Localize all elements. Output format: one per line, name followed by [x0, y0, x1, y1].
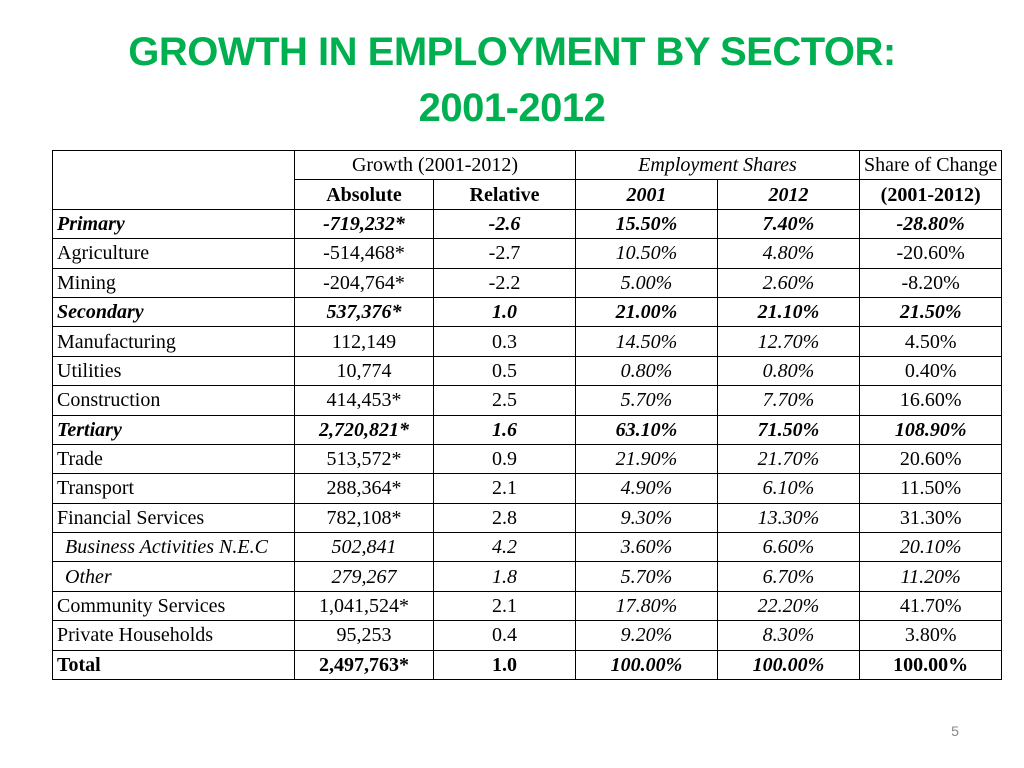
share-change-cell: 3.80%: [860, 621, 1002, 650]
absolute-cell: 2,497,763*: [295, 650, 434, 679]
header-employment-shares: Employment Shares: [576, 151, 860, 180]
table-row: [53, 650, 1002, 679]
table-row: [53, 209, 1002, 238]
relative-cell: 1.0: [434, 297, 576, 326]
row-label: Transport: [53, 474, 295, 503]
header-group-row: [53, 151, 1002, 180]
row-label: Total: [53, 650, 295, 679]
relative-cell: -2.6: [434, 209, 576, 238]
header-change-period: (2001-2012): [860, 180, 1002, 209]
header-empty-cell: [53, 151, 295, 210]
row-label: Manufacturing: [53, 327, 295, 356]
row-label: Mining: [53, 268, 295, 297]
share-2012-cell: 6.70%: [718, 562, 860, 591]
relative-cell: 1.0: [434, 650, 576, 679]
absolute-cell: 10,774: [295, 356, 434, 385]
table-row: [53, 591, 1002, 620]
table-row: [53, 621, 1002, 650]
share-2001-cell: 21.90%: [576, 444, 718, 473]
table-row: [53, 239, 1002, 268]
share-change-cell: 4.50%: [860, 327, 1002, 356]
share-2012-cell: 6.10%: [718, 474, 860, 503]
row-label: Business Activities N.E.C: [53, 533, 295, 562]
title-line-1: GROWTH IN EMPLOYMENT BY SECTOR:: [128, 30, 896, 74]
absolute-cell: 1,041,524*: [295, 591, 434, 620]
share-change-cell: 41.70%: [860, 591, 1002, 620]
absolute-cell: 502,841: [295, 533, 434, 562]
share-change-cell: 20.60%: [860, 444, 1002, 473]
absolute-cell: 537,376*: [295, 297, 434, 326]
row-label: Tertiary: [53, 415, 295, 444]
table-row: [53, 474, 1002, 503]
share-2012-cell: 7.70%: [718, 386, 860, 415]
relative-cell: 0.4: [434, 621, 576, 650]
relative-cell: 0.5: [434, 356, 576, 385]
share-2001-cell: 0.80%: [576, 356, 718, 385]
share-2012-cell: 2.60%: [718, 268, 860, 297]
header-absolute: Absolute: [295, 180, 434, 209]
absolute-cell: 414,453*: [295, 386, 434, 415]
relative-cell: 1.6: [434, 415, 576, 444]
row-label: Agriculture: [53, 239, 295, 268]
share-2001-cell: 15.50%: [576, 209, 718, 238]
absolute-cell: -719,232*: [295, 209, 434, 238]
share-change-cell: 21.50%: [860, 297, 1002, 326]
relative-cell: 1.8: [434, 562, 576, 591]
header-share-of-change: Share of Change: [860, 151, 1002, 180]
share-change-cell: 11.50%: [860, 474, 1002, 503]
share-2001-cell: 9.30%: [576, 503, 718, 532]
share-2001-cell: 5.00%: [576, 268, 718, 297]
relative-cell: 2.5: [434, 386, 576, 415]
relative-cell: -2.7: [434, 239, 576, 268]
share-change-cell: 100.00%: [860, 650, 1002, 679]
table-row: [53, 503, 1002, 532]
relative-cell: 0.3: [434, 327, 576, 356]
share-2012-cell: 21.70%: [718, 444, 860, 473]
absolute-cell: 2,720,821*: [295, 415, 434, 444]
row-label: Financial Services: [53, 503, 295, 532]
share-2001-cell: 10.50%: [576, 239, 718, 268]
absolute-cell: -204,764*: [295, 268, 434, 297]
table-row: [53, 297, 1002, 326]
share-2001-cell: 17.80%: [576, 591, 718, 620]
share-change-cell: 0.40%: [860, 356, 1002, 385]
relative-cell: -2.2: [434, 268, 576, 297]
share-2012-cell: 8.30%: [718, 621, 860, 650]
relative-cell: 2.8: [434, 503, 576, 532]
table-row: [53, 356, 1002, 385]
absolute-cell: 95,253: [295, 621, 434, 650]
share-2001-cell: 14.50%: [576, 327, 718, 356]
share-2001-cell: 5.70%: [576, 562, 718, 591]
table-row: [53, 268, 1002, 297]
table-row: [53, 327, 1002, 356]
share-2012-cell: 7.40%: [718, 209, 860, 238]
share-change-cell: -28.80%: [860, 209, 1002, 238]
row-label: Construction: [53, 386, 295, 415]
absolute-cell: -514,468*: [295, 239, 434, 268]
share-2012-cell: 21.10%: [718, 297, 860, 326]
absolute-cell: 112,149: [295, 327, 434, 356]
share-2001-cell: 5.70%: [576, 386, 718, 415]
relative-cell: 4.2: [434, 533, 576, 562]
absolute-cell: 288,364*: [295, 474, 434, 503]
header-2012: 2012: [718, 180, 860, 209]
header-growth: Growth (2001-2012): [295, 151, 576, 180]
share-2001-cell: 3.60%: [576, 533, 718, 562]
share-2012-cell: 100.00%: [718, 650, 860, 679]
relative-cell: 2.1: [434, 474, 576, 503]
share-change-cell: -20.60%: [860, 239, 1002, 268]
table-row: [53, 415, 1002, 444]
share-2001-cell: 100.00%: [576, 650, 718, 679]
share-change-cell: 31.30%: [860, 503, 1002, 532]
absolute-cell: 513,572*: [295, 444, 434, 473]
share-2012-cell: 71.50%: [718, 415, 860, 444]
share-2001-cell: 9.20%: [576, 621, 718, 650]
row-label: Other: [53, 562, 295, 591]
absolute-cell: 782,108*: [295, 503, 434, 532]
employment-table: [52, 150, 1002, 680]
row-label: Utilities: [53, 356, 295, 385]
share-change-cell: 108.90%: [860, 415, 1002, 444]
relative-cell: 2.1: [434, 591, 576, 620]
share-2012-cell: 12.70%: [718, 327, 860, 356]
share-2001-cell: 21.00%: [576, 297, 718, 326]
table-row: [53, 533, 1002, 562]
header-relative: Relative: [434, 180, 576, 209]
share-2001-cell: 63.10%: [576, 415, 718, 444]
row-label: Private Households: [53, 621, 295, 650]
share-2012-cell: 6.60%: [718, 533, 860, 562]
share-2001-cell: 4.90%: [576, 474, 718, 503]
share-2012-cell: 13.30%: [718, 503, 860, 532]
header-2001: 2001: [576, 180, 718, 209]
share-2012-cell: 22.20%: [718, 591, 860, 620]
row-label: Primary: [53, 209, 295, 238]
share-change-cell: -8.20%: [860, 268, 1002, 297]
share-change-cell: 11.20%: [860, 562, 1002, 591]
page-number: 5: [951, 723, 959, 739]
share-2012-cell: 0.80%: [718, 356, 860, 385]
share-2012-cell: 4.80%: [718, 239, 860, 268]
share-change-cell: 20.10%: [860, 533, 1002, 562]
row-label: Trade: [53, 444, 295, 473]
absolute-cell: 279,267: [295, 562, 434, 591]
table-row: [53, 562, 1002, 591]
share-change-cell: 16.60%: [860, 386, 1002, 415]
relative-cell: 0.9: [434, 444, 576, 473]
page-title: [0, 24, 1024, 136]
title-line-2: 2001-2012: [418, 86, 606, 130]
table-row: [53, 444, 1002, 473]
employment-table-body: [53, 151, 1002, 680]
row-label: Secondary: [53, 297, 295, 326]
row-label: Community Services: [53, 591, 295, 620]
table-row: [53, 386, 1002, 415]
